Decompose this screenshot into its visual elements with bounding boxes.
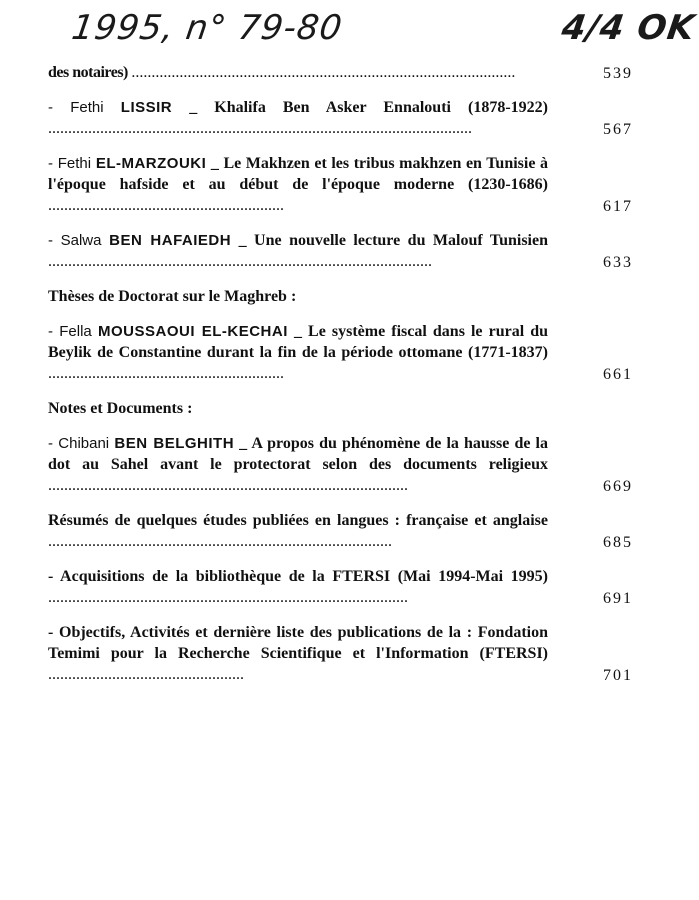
- page-number: 567: [603, 121, 633, 138]
- entry-author: BEN BELGHITH: [114, 435, 235, 452]
- leader-dots: ...........................................................: [48, 365, 284, 382]
- entry-lead: - Fethi: [48, 99, 121, 116]
- toc-entry: [48, 622, 633, 685]
- entry-title: Résumés de quelques études publiées en langues : française et anglaise: [48, 512, 548, 529]
- toc-entry: [48, 153, 633, 216]
- page-number: 661: [603, 366, 633, 383]
- entry-lead: - Fethi: [48, 155, 96, 172]
- entry-title: - Acquisitions de la bibliothèque de la FTERSI (Mai 1994-Mai 1995): [48, 568, 548, 585]
- toc-entry: [48, 321, 633, 384]
- leader-dots: ................................................................................................: [131, 64, 516, 81]
- entry-title: _ Le Makhzen et les tribus makhzen en Tunisie à l'époque hafside et au début de l'époque moderne (1230-1686): [48, 155, 549, 193]
- entry-title: _ Khalifa Ben Asker Ennalouti (1878-1922): [189, 99, 549, 116]
- leader-dots: ...........................................................: [48, 197, 284, 214]
- entry-lead: - Chibani: [48, 435, 115, 452]
- page-number: 617: [603, 198, 633, 215]
- toc-entry: [48, 510, 633, 552]
- entry-title: _ Le système fiscal dans le rural du Beylik de Constantine durant la fin de la période ottomane (1771-1837): [48, 323, 549, 361]
- table-of-contents: [48, 62, 633, 699]
- toc-entry: [48, 433, 633, 496]
- section-heading-notes: Notes et Documents :: [48, 400, 193, 417]
- entry-title: _ A propos du phénomène de la hausse de la dot au Sahel avant le protectorat selon des documents religieux: [48, 435, 549, 473]
- leader-dots: ..........................................................................................: [48, 477, 408, 494]
- leader-dots: ..........................................................................................: [48, 589, 408, 606]
- leader-dots: ................................................................................................: [48, 253, 432, 270]
- entry-title: - Objectifs, Activités et dernière liste des publications de la : Fondation Temimi pour la Recherche Scientifique et l'Information (FTERSI): [48, 624, 548, 662]
- entry-author: MOUSSAOUI EL-KECHAI: [97, 323, 288, 340]
- page-number: 701: [603, 667, 633, 684]
- page-number: 633: [603, 254, 633, 271]
- toc-entry: [48, 230, 633, 272]
- page-number: 669: [603, 478, 633, 495]
- entry-author: EL-MARZOUKI: [95, 155, 207, 172]
- leader-dots: ......................................................................................: [48, 533, 392, 550]
- handwritten-issue-note: 1995, n° 79-80: [69, 8, 346, 48]
- handwritten-check-note: 4/4 OK: [559, 8, 698, 48]
- entry-lead: - Salwa: [48, 232, 110, 249]
- entry-lead: - Fella: [48, 323, 98, 340]
- page-number: 691: [603, 590, 633, 607]
- section-heading-theses: Thèses de Doctorat sur le Maghreb :: [48, 288, 297, 305]
- page-number: 539: [603, 65, 633, 82]
- page-number: 685: [603, 534, 633, 551]
- entry-title: des notaires): [48, 64, 128, 81]
- toc-entry: [48, 62, 633, 83]
- leader-dots: .................................................: [48, 666, 244, 683]
- entry-title: _ Une nouvelle lecture du Malouf Tunisien: [238, 232, 549, 249]
- leader-dots: ..........................................................................................................: [48, 120, 472, 137]
- toc-entry: [48, 566, 633, 608]
- toc-entry: [48, 97, 633, 139]
- entry-author: BEN HAFAIEDH: [109, 232, 232, 249]
- entry-author: LISSIR: [120, 99, 173, 116]
